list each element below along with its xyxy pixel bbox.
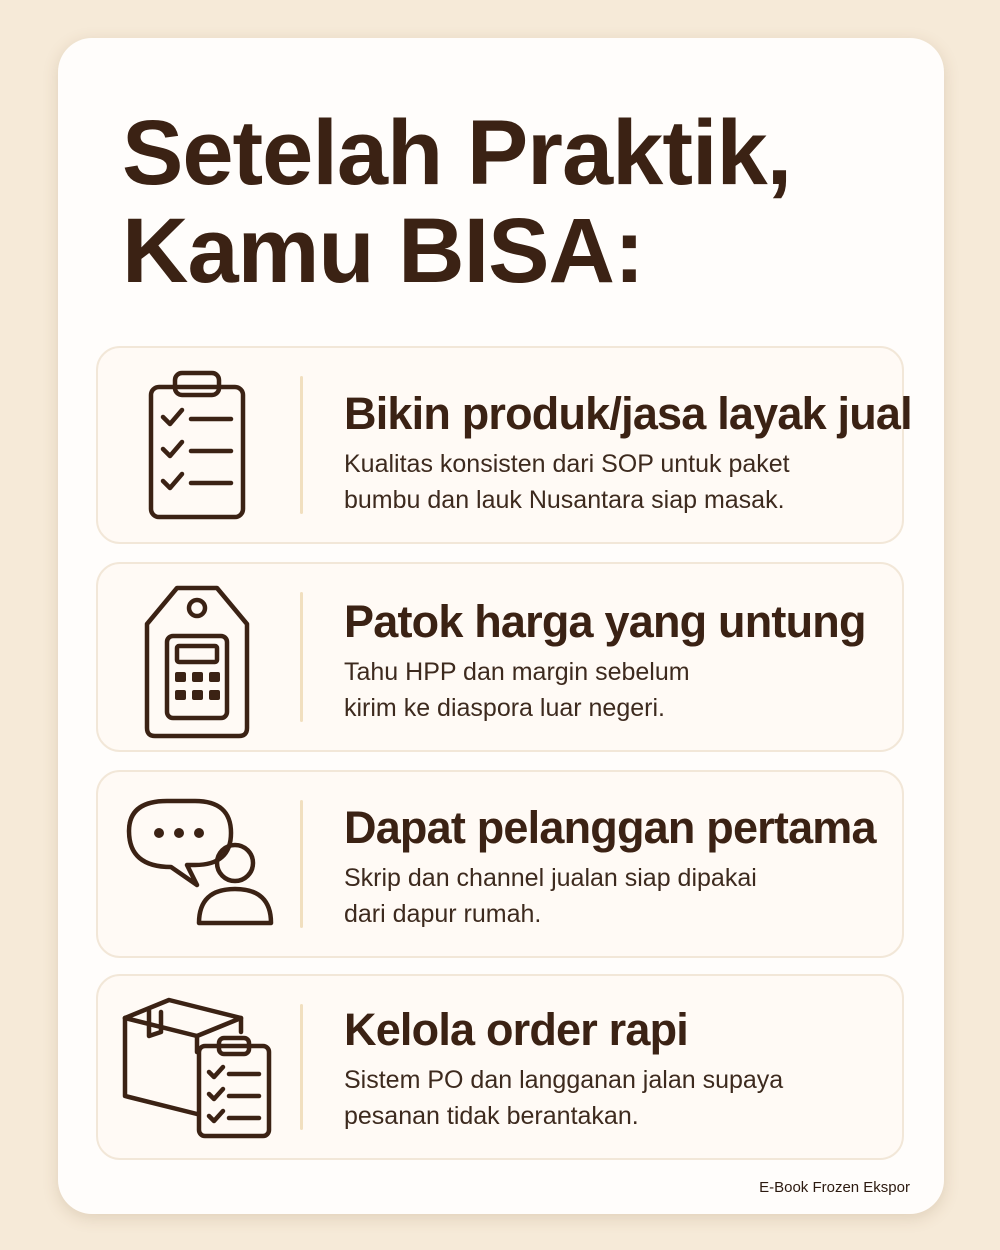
item-divider bbox=[300, 592, 303, 722]
item-description bbox=[344, 654, 814, 726]
item-desc-line-1: Sistem PO dan langganan jalan supaya bbox=[344, 1066, 784, 1094]
item-desc-line-1: Skrip dan channel jualan siap dipakai bbox=[344, 864, 757, 892]
benefit-item-4 bbox=[96, 974, 904, 1160]
item-divider bbox=[300, 1004, 303, 1130]
box-clipboard-icon bbox=[112, 976, 282, 1158]
title-line-2: Kamu BISA: bbox=[122, 200, 644, 302]
item-description bbox=[344, 1062, 814, 1134]
chat-bubble-person-icon bbox=[112, 772, 282, 956]
benefit-item-2 bbox=[96, 562, 904, 752]
benefit-item-1 bbox=[96, 346, 912, 544]
benefit-item-3 bbox=[96, 770, 904, 958]
content-card bbox=[58, 38, 944, 1214]
title-line-1: Setelah Praktik, bbox=[122, 102, 792, 204]
item-desc-line-1: Tahu HPP dan margin sebelum bbox=[344, 658, 690, 686]
item-desc-line-2: kirim ke diaspora luar negeri. bbox=[344, 694, 665, 722]
clipboard-checklist-icon bbox=[112, 348, 282, 542]
item-description bbox=[344, 860, 814, 932]
item-divider bbox=[300, 376, 303, 514]
item-description bbox=[344, 446, 814, 518]
item-divider bbox=[300, 800, 303, 928]
item-desc-line-2: bumbu dan lauk Nusantara siap masak. bbox=[344, 486, 785, 514]
page-title bbox=[122, 104, 791, 300]
item-desc-line-2: pesanan tidak berantakan. bbox=[344, 1102, 639, 1130]
item-title: Patok harga yang untung bbox=[344, 596, 866, 647]
item-title: Kelola order rapi bbox=[344, 1004, 689, 1055]
footer-credit: E-Book Frozen Ekspor bbox=[759, 1179, 910, 1196]
price-tag-calculator-icon bbox=[112, 564, 282, 750]
item-desc-line-2: dari dapur rumah. bbox=[344, 900, 542, 928]
item-title: Dapat pelanggan pertama bbox=[344, 802, 876, 853]
item-title: Bikin produk/jasa layak jual bbox=[344, 388, 912, 439]
item-desc-line-1: Kualitas konsisten dari SOP untuk paket bbox=[344, 450, 790, 478]
